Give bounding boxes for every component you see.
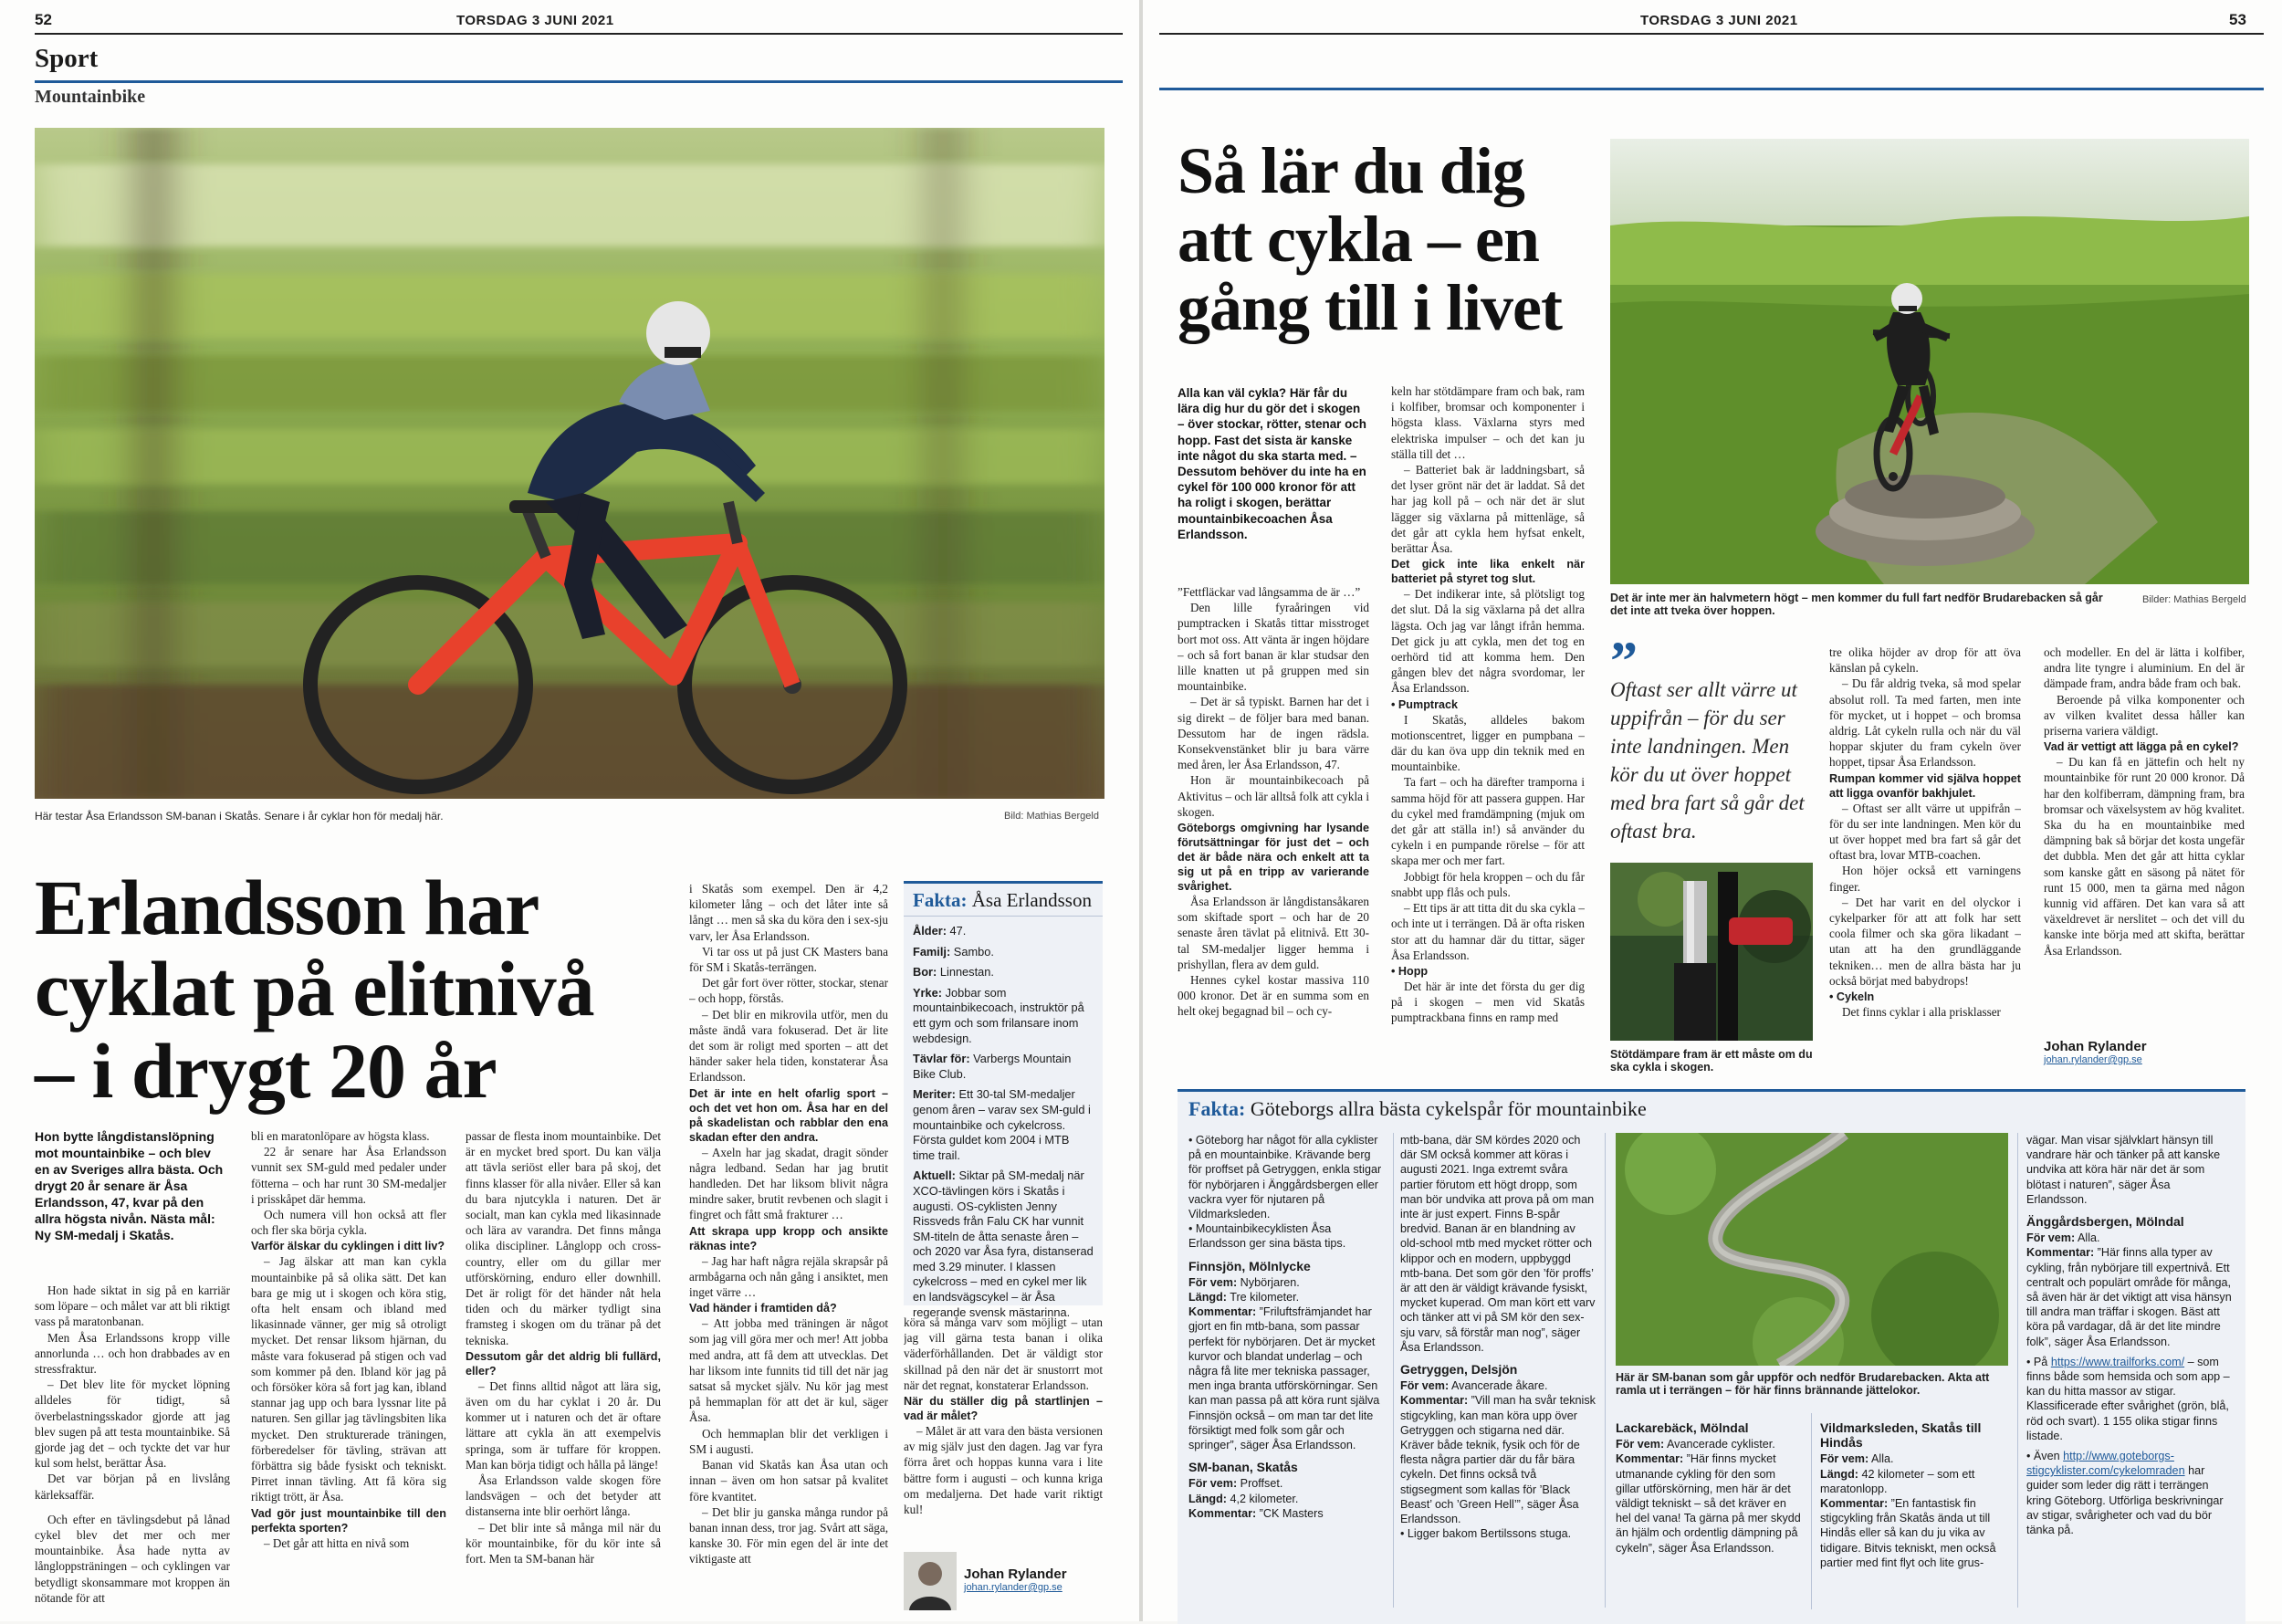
fact-row — [913, 1168, 1094, 1320]
subheading: Göteborgs omgivning har lysande förutsättningar för just det – och det är både nära och enkelt att ta sig ut på en tripp av varierande svårighet. — [1178, 822, 1369, 894]
tip-paragraph — [2026, 1449, 2232, 1537]
fact-row — [913, 945, 1094, 960]
paragraph: Det här är inte det första du ger dig på i skogen – men vid Skatås pumptrackbana finns en ramp med — [1391, 979, 1585, 1025]
trail-detail — [1616, 1451, 1803, 1555]
paragraph: Det går fort över rötter, stockar, stenar – och hopp, förstås. — [689, 976, 888, 1006]
fact-title-rest: Åsa Erlandsson — [971, 889, 1092, 911]
trail-detail-key: För vem: — [1616, 1438, 1665, 1451]
paragraph: – Du får aldrig tveka, så mod spelar absolut roll. Ta med farten, men inte för mycket, ut i hoppet – och bromsa aldrig. Låt cykeln rulla och när du väl hoppar skjuter du fram cykeln över hoppet, tipsar Åsa Erlandsson. — [1829, 676, 2021, 770]
paragraph: Hon är mountainbikecoach på Aktivitus – och lär alltså folk att cykla i skogen. — [1178, 773, 1369, 819]
tip-paragraph — [2026, 1355, 2232, 1443]
trail-detail-key: Längd: — [1188, 1492, 1227, 1505]
paragraph: Åsa Erlandsson valde skogen före landsvägen – och det betyder att distanserna inte blir oerhört långa. — [466, 1473, 661, 1519]
trail-detail-key: För vem: — [1188, 1477, 1238, 1491]
fact-paragraph: • Ligger bakom Bertilssons stuga. — [1400, 1527, 1572, 1541]
pull-quote: Oftast ser allt värre ut uppifrån – för du ser inte landningen. Men kör du ut över hoppet med bra fart så går det oftast bra. — [1610, 678, 1805, 843]
trail-detail-key: Kommentar: — [1188, 1305, 1257, 1319]
trail-detail-key: För vem: — [1188, 1275, 1238, 1289]
article-column-1 — [35, 1283, 230, 1616]
headline-line-3: – i drygt 20 år — [35, 1026, 497, 1115]
jump-photo-illustration — [1610, 139, 2249, 584]
article-headline — [1178, 134, 1597, 344]
fact-row — [913, 1052, 1094, 1082]
article-ingress: Hon bytte långdistanslöpning mot mountainbike – och blev en av Sveriges allra bästa. Och drygt 20 år senare är Åsa Erlandsson, 47, kvar på den allra högsta nivån. Nästa mål: Ny SM-medalj i Skatås. — [35, 1129, 224, 1242]
fact-key: Aktuell: — [913, 1168, 956, 1183]
trail-detail-key: För vem: — [1820, 1452, 1869, 1466]
paragraph: – Det blir en mikrovila utför, men du måste ändå vara fokuserad. Det är lite det som är roligt med sporten – att det händer saker hela tiden, konstaterar Åsa Erlandsson. — [689, 1007, 888, 1084]
fact-value: 47. — [946, 924, 967, 938]
paragraph: passar de flesta inom mountainbike. Det är en mycket bred sport. Du kan välja att tävla seriöst eller bara på skoj, det finns klasser för alla nivåer. Eller så kan du bara njutcykla i naturen. Det är socialt, man kan cykla med likasinnade och lära av varandra. Det finns många olika discipliner. Långlopp och cross-country, eller om du gillar mer utförskörning, enduro eller downhill. Det är roligt för det händer nåt hela tiden och du märker tydligt sina framsteg i skogen om du tränar på det tekniska. — [466, 1129, 661, 1347]
trail-detail-value: Proffset. — [1237, 1477, 1283, 1491]
trail-detail-value: Tre kilometer. — [1226, 1291, 1300, 1304]
fact-key: Yrke: — [913, 985, 943, 1000]
subheading: • Cykeln — [1829, 990, 1875, 1004]
trail-detail — [1400, 1378, 1596, 1393]
paragraph: – Du kan få en jättefin och helt ny mountainbike för runt 20 000 kronor. Då har den kolfiberram, dämpning fram, bra bromsar och växelsystem av hög kvalitet. Ska du ha en mountainbike med dämpning bak så börjar det kosta ungefär det dubbla. Men det går att hitta cyklar som kanske gått en säsong på nätet för runt 15 000, men ta gärna med någon kunnig vid affären. Det kan vara så att växeldrevet är nerslitet – och det vill du kanske inte börja med att skifta, berättar Åsa Erlandsson. — [2044, 755, 2245, 958]
fact-value: Sambo. — [950, 944, 994, 959]
page-date: TORSDAG 3 JUNI 2021 — [456, 13, 614, 28]
subheading: • Pumptrack — [1391, 697, 1458, 711]
headline-line-2: att cykla – en — [1178, 202, 1539, 276]
fact-row — [913, 986, 1094, 1046]
subheading: Det gick inte lika enkelt när batteriet på styret tog slut. — [1391, 558, 1585, 586]
trail-detail — [1820, 1467, 2008, 1496]
fact-key: Meriter: — [913, 1087, 956, 1102]
trail-name: Vildmarksleden, Skatås till Hindås — [1820, 1420, 1982, 1451]
trail-detail — [1400, 1393, 1596, 1526]
trail-detail-value: Avancerade cyklister. — [1664, 1438, 1775, 1451]
article-column-2 — [251, 1128, 446, 1616]
photo-sm-track — [1616, 1133, 2008, 1366]
photo-credit: Bilder: Mathias Bergeld — [2142, 594, 2246, 605]
paragraph: – Det går att hitta en nivå som — [264, 1535, 410, 1550]
fact-box-gothenburg-trails — [1178, 1089, 2245, 1624]
fact-paragraph: • Göteborg har något för alla cyklister på en mountainbike. Krävande berg för proffset på Getryggen, enkla stigar för nybörjaren i Änggårdsbergen eller vackra vyer för njutaren på Vildmarksleden. — [1188, 1134, 1382, 1221]
paragraph: Hennes cykel kostar massiva 110 000 kronor. Det är en summa som en helt okej begagnad bil – och cy- — [1178, 973, 1369, 1019]
subheading: Dessutom går det aldrig bli fullärd, eller? — [466, 1349, 661, 1378]
tip-prefix: • På — [2026, 1355, 2051, 1368]
fact-title-lead: Fakta: — [1188, 1097, 1246, 1120]
trail-detail-key: Kommentar: — [1820, 1497, 1889, 1511]
subheading: Rumpan kommer vid själva hoppet att ligga ovanför bakhjulet. — [1829, 771, 2021, 800]
main-photo-cyclist — [35, 128, 1104, 799]
trail-detail-key: Längd: — [1820, 1467, 1858, 1481]
paragraph: – Oftast ser allt värre ut uppifrån – för du ser inte landningen. Men kör du ut över hoppet med bra fart så går det oftast bra, lovar MTB-coachen. — [1829, 801, 2021, 863]
paragraph: – Batteriet bak är laddningsbart, så det lyser grönt när det är laddat. Så det har jag koll på – och när det är slut lägger sig växlarna på mittenläge, så det går att cykla hem hyfsat enkelt, berättar Åsa. — [1391, 463, 1585, 556]
page-52 — [0, 0, 1139, 1621]
fact-column-3 — [1616, 1413, 1803, 1619]
author-name: Johan Rylander — [2044, 1039, 2147, 1054]
paragraph: Beroende på vilka komponenter och av vilken kvalitet dessa håller kan priserna variera väldigt. — [2044, 692, 2245, 739]
paragraph: – Det indikerar inte, så plötsligt tog det slut. Då la sig växlarna på det allra lägsta. Och jag var långt ifrån hemma. Det gick ju att cykla, men det tog en oerhörd tid att komma hem. Den gången blev det några svordomar, ler Åsa Erlandsson. — [1391, 587, 1585, 696]
paragraph: i Skatås som exempel. Den är 4,2 kilometer lång – och det låter inte så långt … men så ska du köra den i sex-sju varv, ler Åsa Erlandsson. — [689, 882, 888, 943]
paragraph: bli en maratonlöpare av högsta klass. — [251, 1129, 430, 1143]
paragraph: tre olika höjder av drop för att öva känslan på cykeln. — [1829, 645, 2021, 676]
fact-column-2 — [1400, 1133, 1596, 1617]
paragraph: – Det blir inte så många mil när du kör mountainbike, för du kör inte så fort. Men ta SM-banan här — [466, 1520, 661, 1566]
paragraph: – Att jobba med träningen är något som jag vill göra mer och mer! Att jobba med andra, att få dem att utvecklas. Det har liksom inte funnits tid till det när jag satsat så mycket själv. Nu kör jag mest på hemmaplan för att det är kul, säger Åsa. — [689, 1316, 888, 1425]
subheading: Det är inte en helt ofarlig sport – och det vet hon om. Åsa har en del på skadelistan och rabblar den ena skadan efter den andra. — [689, 1086, 888, 1144]
trail-detail-key: Kommentar: — [2026, 1246, 2095, 1260]
trail-detail — [1188, 1290, 1385, 1304]
trail-detail-value: 42 kilometer – som ett maratonlopp. — [1820, 1467, 1975, 1495]
trail-detail-value: ”Här finns mycket utmanande cykling för den som gillar utförskörning, men här är det väldigt tekniskt – så det kräver en hel del vana! Ta gärna på mer skydd än hjälm och ordentlig dämpning på cykeln”, säger Åsa Erlandsson. — [1616, 1452, 1801, 1555]
section-title: Sport — [35, 44, 99, 73]
fact-title-rest: Göteborgs allra bästa cykelspår för mountainbike — [1250, 1097, 1647, 1120]
paragraph: Jobbigt för hela kroppen – och du får snabbt upp flås och puls. — [1391, 869, 1585, 899]
trail-detail-value: Alla. — [1869, 1452, 1894, 1466]
trail-detail-value: ”Friluftsfrämjandet har gjort en fin mtb-bana, som passar perfekt för nybörjaren. Det är mycket kurvor och blandat underlag – och några få lite mer tekniska passager, men inga branta utförskörningar. Sen kan man passa på att köra runt själva Finnsjön också – om man tar det lite försiktigt med folk som går och springer”, säger Åsa Erlandsson. — [1188, 1305, 1380, 1452]
subheading: Att skrapa upp kropp och ansikte räknas inte? — [689, 1224, 888, 1252]
fact-paragraph: • Mountainbikecyklisten Åsa Erlandsson ger sina bästa tips. — [1188, 1222, 1346, 1251]
tip-text: – som finns både som hemsida och som app – kan du hitta massor av stigar. Klassificerade efter svårighet (grön, blå, röd och svart). 1 155 olika stigar finns listade. — [2026, 1355, 2230, 1442]
trail-name: Getryggen, Delsjön — [1400, 1362, 1518, 1378]
header-rule — [1159, 33, 2264, 35]
fact-value: Varbergs Mountain Bike Club. — [913, 1052, 1072, 1081]
trail-name: Finnsjön, Mölnlycke — [1188, 1258, 1311, 1273]
trail-detail — [1820, 1451, 2008, 1466]
author-photo — [904, 1552, 957, 1610]
article-column-2 — [1391, 383, 1585, 1073]
paragraph: Vi tar oss ut på just CK Masters bana för SM i Skatås-terrängen. — [689, 944, 888, 975]
photo-jump — [1610, 139, 2249, 584]
tip-prefix: • Även — [2026, 1450, 2064, 1463]
subheading: • Hopp — [1391, 964, 1429, 978]
trail-name: Lackarebäck, Mölndal — [1616, 1420, 1749, 1435]
paragraph: Det var början på en livslång kärleksaffär. — [35, 1472, 230, 1502]
headline-line-1: Erlandsson har — [35, 864, 539, 951]
paragraph: och modeller. En del är lätta i kolfiber, andra lite tyngre i aluminium. En del är dämpade fram, andra både fram och bak. — [2044, 645, 2245, 691]
article-column-5 — [904, 1315, 1103, 1524]
cyclist-photo-illustration — [35, 128, 1104, 799]
column-divider — [1811, 1413, 1812, 1609]
section-rule — [1159, 88, 2264, 90]
subheading: Vad händer i framtiden då? — [689, 1302, 837, 1315]
paragraph: 22 år senare har Åsa Erlandsson vunnit sex SM-guld med pedaler under fötterna – och har runt 30 SM-medaljer i prisskåpet där hemma. — [251, 1145, 446, 1206]
fact-key: Bor: — [913, 965, 937, 980]
trail-detail — [1188, 1275, 1385, 1290]
trail-detail-value: 4,2 kilometer. — [1226, 1492, 1299, 1505]
paragraph: – Det blev lite för mycket löpning alldeles för tidigt, så överbelastningsskador gjorde att jag blev sugen på att testa mountainbike. Så gjorde jag det – och tyckte det var hur kul som helst, berättar Åsa. — [35, 1378, 230, 1471]
article-headline — [35, 864, 692, 1115]
tip-text: har guider som leder dig rätt i terrängen kring Göteborg. Utförliga beskrivningar av stigar, svårigheter och vad du bör tänka på. — [2026, 1464, 2224, 1537]
trail-detail-key: Kommentar: — [1188, 1506, 1257, 1520]
column-divider — [1605, 1133, 1606, 1608]
trail-detail — [1188, 1492, 1385, 1506]
fact-column-4 — [1820, 1413, 2008, 1619]
trail-detail-value: ”Här finns alla typer av cykling, från nybörjare till expertnivå. Ett centralt och populärt område för många, så även här är det viktigt att visa hänsyn till andra man träffar i skogen. Bäst att köra på vardagar, då är det lite mindre folk”, säger Åsa Erlandsson. — [2026, 1246, 2232, 1348]
trail-detail-key: Kommentar: — [1400, 1394, 1469, 1408]
fact-title-lead: Fakta: — [913, 889, 968, 911]
paragraph: – Det finns alltid något att lära sig, även om du har cyklat i 20 år. Du kommer ut i naturen och det är oftare lättare att cykla än att exempelvis springa, som är tuffare för kroppen. Man kan börja tidigt och hålla på länge! — [466, 1378, 661, 1472]
small-photo-caption: Stötdämpare fram är ett måste om du ska cykla i skogen. — [1610, 1048, 1813, 1074]
article-ingress: Alla kan väl cykla? Här får du lära dig hur du gör det i skogen – över stockar, rötter, stenar och hopp. Fast det sista är kanske inte något du ska starta med. – Dessutom behöver du inte ha en cykel för 100 000 kronor för att ha roligt i skogen, berättar mountainbikecoachen Åsa Erlandsson. — [1178, 386, 1366, 541]
page-number: 53 — [2229, 11, 2246, 28]
tip-link[interactable]: https://www.trailforks.com/ — [2050, 1355, 2185, 1368]
paragraph: Det finns cyklar i alla prisklasser — [1842, 1005, 2001, 1020]
suspension-photo-illustration — [1610, 863, 1813, 1041]
trail-detail — [1188, 1476, 1385, 1491]
paragraph: Och hemmaplan blir det verkligen i SM i augusti. — [689, 1426, 888, 1456]
paragraph: Åsa Erlandsson är långdistansåkaren som skiftade sport – och har de 20 senaste åren tävlat på elitnivå. Ett 30-tal SM-medaljer ligger hemma i prishyllan, flera av dem guld. — [1178, 895, 1369, 971]
section-rule — [35, 80, 1123, 83]
author-email[interactable]: johan.rylander@gp.se — [964, 1582, 1062, 1593]
track-photo-illustration — [1616, 1133, 2008, 1366]
headline-line-2: cyklat på elitnivå — [35, 945, 594, 1033]
trail-name: SM-banan, Skatås — [1188, 1460, 1298, 1475]
paragraph: – Jag har haft några rejäla skrapsår på armbågarna och nån gång i ansiktet, men inget värre … — [689, 1253, 888, 1300]
trail-detail — [1616, 1437, 1803, 1451]
fact-value: Ett 30-tal SM-medaljer genom åren – varav sex SM-guld i mountainbike och cykelcross. Första guldet kom 2004 i MTB time trail. — [913, 1087, 1091, 1162]
subheading: Vad gör just mountainbike till den perfekta sporten? — [251, 1506, 446, 1535]
subheading: Varför älskar du cyklingen i ditt liv? — [251, 1240, 445, 1253]
trail-detail-value: Avancerade åkare. — [1449, 1379, 1548, 1393]
article-column-4 — [689, 881, 888, 1616]
trail-detail-value: ”En fantastisk fin stigcykling från Skatås ända ut till Hindås eller så kan du ju vika av tidigare. Bitvis tekniskt, men också partier med fint flyt och lite grus- — [1820, 1497, 1996, 1569]
paragraph: Banan vid Skatås kan Åsa utan och innan – även om hon satsar på kvalitet före kvantitet. — [689, 1458, 888, 1504]
subsection-title: Mountainbike — [35, 87, 146, 107]
fact-column-1 — [1188, 1133, 1385, 1617]
fact-row — [913, 924, 1094, 939]
photo-suspension — [1610, 863, 1813, 1041]
paragraph: Och numera vill hon också att fler och fler ska börja cykla. — [251, 1208, 446, 1238]
fact-row — [913, 1087, 1094, 1163]
headline-line-3: gång till i livet — [1178, 270, 1562, 344]
byline — [964, 1566, 1067, 1593]
quote-mark-icon: ” — [1610, 631, 1638, 691]
trail-detail-key: För vem: — [2026, 1231, 2076, 1245]
photo-credit: Bild: Mathias Bergeld — [1004, 811, 1099, 822]
trail-detail-value: ”Vill man ha svår teknisk stigcykling, kan man köra upp över Getryggen och stigarna ned där. Kräver både teknik, fysik och för de flesta några partier där du får bära cykeln. Det finns också två stigsegment som kallas för ’Black Beast’ och ’Green Hell’”, säger Åsa Erlandsson. — [1400, 1394, 1596, 1526]
fact-box-title — [904, 884, 1103, 917]
column-divider — [1393, 1133, 1394, 1608]
trail-detail-value: Alla. — [2075, 1231, 2100, 1245]
paragraph: I Skatås, alldeles bakom motionscentret, ligger en pumpbana – där du kan öva upp din teknik med en mountainbike. — [1391, 712, 1585, 774]
author-avatar-icon — [904, 1552, 957, 1610]
fact-paragraph: vägar. Man visar självklart hänsyn till vandrare här och tänker på att kanske undvika att köra här när det är som blötast i naturen”, säger Åsa Erlandsson. — [2026, 1134, 2221, 1206]
headline-line-1: Så lär du dig — [1178, 134, 1524, 207]
paragraph: keln har stötdämpare fram och bak, ram i kolfiber, bromsar och komponenter i högsta klass. Växlarna styrs med elektriska impulser – och det kan ju ställa till det … — [1391, 384, 1585, 461]
header-rule — [35, 33, 1123, 35]
fact-key: Familj: — [913, 944, 951, 959]
trail-detail-value: ”CK Masters — [1256, 1506, 1324, 1520]
page-date: TORSDAG 3 JUNI 2021 — [1640, 13, 1798, 28]
paragraph: – Målet är att vara den bästa versionen av mig själv just den dagen. Jag var fyra förra året och hoppas kunna vara i lite bättre form i augusti – och kunna kriga om medaljerna. Det hade varit riktigt kul! — [904, 1424, 1103, 1517]
fact-key: Ålder: — [913, 924, 947, 938]
fact-key: Tävlar för: — [913, 1052, 970, 1066]
paragraph: Den lille fyraåringen vid pumptracken i Skatås tittar misstroget bort mot oss. Att vänta är ingen höjdare – och så fort banan är klar studsar den lille knatten ut på gruppen med sin mountainbike. — [1178, 601, 1369, 694]
trail-detail — [2026, 1231, 2232, 1245]
article-column-3 — [1829, 644, 2021, 1064]
fact-paragraph: mtb-bana, där SM kördes 2020 och där SM också kommer att köras i augusti 2021. Inga extremt svåra partier förutom ett högt dropp, som man bör undvika att prova på om man inte är just expert. Finns B-spår bredvid. Banan är en blandning av old-school mtb med mycket rötter och klippor och en modern, uppbyggd mtb-bana. Det som gör den ’för proffs’ är att den är väldigt krävande fysiskt, mycket kuperad. Om man kört ett varv och tänker att vi på SM kör den sex-sju varv, så förstår man nog”, säger Åsa Erlandsson. — [1400, 1134, 1596, 1354]
trail-detail — [1820, 1496, 2008, 1570]
article-column-3 — [466, 1128, 661, 1616]
trail-detail — [1188, 1304, 1385, 1452]
photo-caption: Här är SM-banan som går uppför och nedför Brudarebacken. Akta att ramla ut i terrängen – för här finns brännande jättelokor. — [1616, 1371, 1990, 1397]
photo-caption: Det är inte mer än halvmetern högt – men kommer du full fart nedför Brudarebacken så går det inte att tveka över hoppen. — [1610, 592, 2103, 617]
subheading: Vad är vettigt att lägga på en cykel? — [2044, 740, 2239, 754]
byline — [2044, 1039, 2147, 1065]
trail-detail-key: Kommentar: — [1616, 1452, 1684, 1466]
subheading: När du ställer dig på startlinjen – vad är målet? — [904, 1395, 1103, 1423]
paragraph: – Det blir ju ganska många rundor på banan innan dess, tror jag. Svårt att säga, kanske 30. För min egen del är inte det viktigaste att — [689, 1504, 888, 1566]
paragraph: ”Fettfläckar vad långsamma de är …” — [1178, 585, 1361, 599]
tip-link[interactable]: http://www.goteborgs-stigcyklister.com/cykelomraden — [2026, 1450, 2185, 1478]
photo-caption: Här testar Åsa Erlandsson SM-banan i Skatås. Senare i år cyklar hon för medalj här. — [35, 810, 444, 822]
column-divider — [2017, 1133, 2018, 1608]
article-column-1 — [1178, 584, 1369, 1073]
fact-row — [913, 965, 1094, 980]
article-column-4 — [2044, 644, 2245, 1028]
trail-name: Änggårdsbergen, Mölndal — [2026, 1214, 2184, 1230]
fact-box-body — [904, 917, 1103, 1333]
trail-detail — [1188, 1506, 1385, 1521]
paragraph: Hon hade siktat in sig på en karriär som löpare – och målet var att bli riktigt vass på maratonbanan. — [35, 1283, 230, 1329]
paragraph: Ta fart – och ha därefter tramporna i samma höjd för att passera guppen. Har du cykel med framdämpning (mjuk om det går att ställa in!) så använder du cykeln i en pumpande rörelse – för att skapa mer och mer fart. — [1391, 775, 1585, 868]
paragraph: – Det har varit en del olyckor i cykelparker för att att folk har sett coola filmer och ska göra likadant – utan att ha den grundläggande tekniken… men de allra bästa har ju också börjat med babydrops! — [1829, 895, 2021, 988]
author-name: Johan Rylander — [964, 1566, 1067, 1582]
fact-value: Jobbar som mountainbikecoach, instruktör på ett gym och som frilansare inom webdesign. — [913, 985, 1084, 1045]
author-email[interactable]: johan.rylander@gp.se — [2044, 1054, 2142, 1065]
fact-box-asa — [904, 881, 1103, 1319]
fact-column-5 — [2026, 1133, 2232, 1617]
paragraph: Men Åsa Erlandssons kropp ville annorlunda … och hon drabbades av en stressfraktur. — [35, 1330, 230, 1377]
paragraph: köra så många varv som möjligt – utan jag vill gärna testa banan i olika väderförhållanden. Det är väldigt stor skillnad på den när det är snustorrt mot när det regnat, konstaterar Erlandsson. — [904, 1315, 1103, 1392]
trail-detail-key: Längd: — [1188, 1291, 1227, 1304]
trail-detail-value: Nybörjaren. — [1237, 1275, 1300, 1289]
paragraph: – Ett tips är att titta dit du ska cykla – och inte ut i terrängen. Då är ofta risken stor att du hamnar där du tittar, säger Åsa Erlandsson. — [1391, 901, 1585, 962]
trail-detail — [2026, 1245, 2232, 1348]
paragraph: Hon höjer också ett varningens finger. — [1829, 864, 2021, 894]
paragraph: Och efter en tävlingsdebut på lånad cykel blev det mer och mer mountainbike. Åsa hade nytta av långloppsträningen – och cyklingen var betydligt skonsammare mot kroppen än nötande för att — [35, 1512, 230, 1605]
fact-box-title — [1188, 1097, 1647, 1121]
paragraph: – Jag älskar att man kan cykla mountainbike på så olika sätt. Det kan bara ge mig ut i skogen och köra stig, ofta helt ensam och ibland med likasinnade vänner, ger mig så otroligt mycket. Det rensar liksom hjärnan, du måste vara fokuserad på stigen och vad som kommer på den. Ibland kör jag på och försöker köra så fort jag kan, ibland stannar jag upp och bara lyssnar lite på naturen. Sen gillar jag tävlingsbiten lika mycket. Den strukturerade träningen, förberedelser för tävling, strävan att förbättra sig både fysiskt och tekniskt. Pirret innan tävling. Att få köra sig riktigt trött, är Åsa. — [251, 1254, 446, 1504]
fact-value: Siktar på SM-medalj när XCO-tävlingen körs i Skatås i augusti. OS-cyklisten Jenny Rissveds från Falu CK har vunnit SM-titeln de åtta senaste åren – och 2020 var Åsa fyra, distanserad med 3.29 minuter. I klassen cykelcross – med en cykel mer lik en landsvägscykel – är Åsa regerande svensk mästarinna. — [913, 1168, 1094, 1319]
page-number: 52 — [35, 11, 52, 28]
trail-detail-key: För vem: — [1400, 1379, 1450, 1393]
fact-value: Linnestan. — [937, 965, 994, 980]
paragraph: – Axeln har jag skadat, dragit sönder några ledband. Sedan har jag brutit handleden. Det har liksom blivit några mindre saker, brutit revbenen och slagit i fingret och fått små frakturer … — [689, 1145, 888, 1222]
paragraph: – Det är så typiskt. Barnen har det i sig direkt – de följer bara med banan. Dessutom har de ingen rädsla. Konsekvenstänket blir ju bara värre med åren, ler Åsa Erlandsson, 47. — [1178, 695, 1369, 772]
